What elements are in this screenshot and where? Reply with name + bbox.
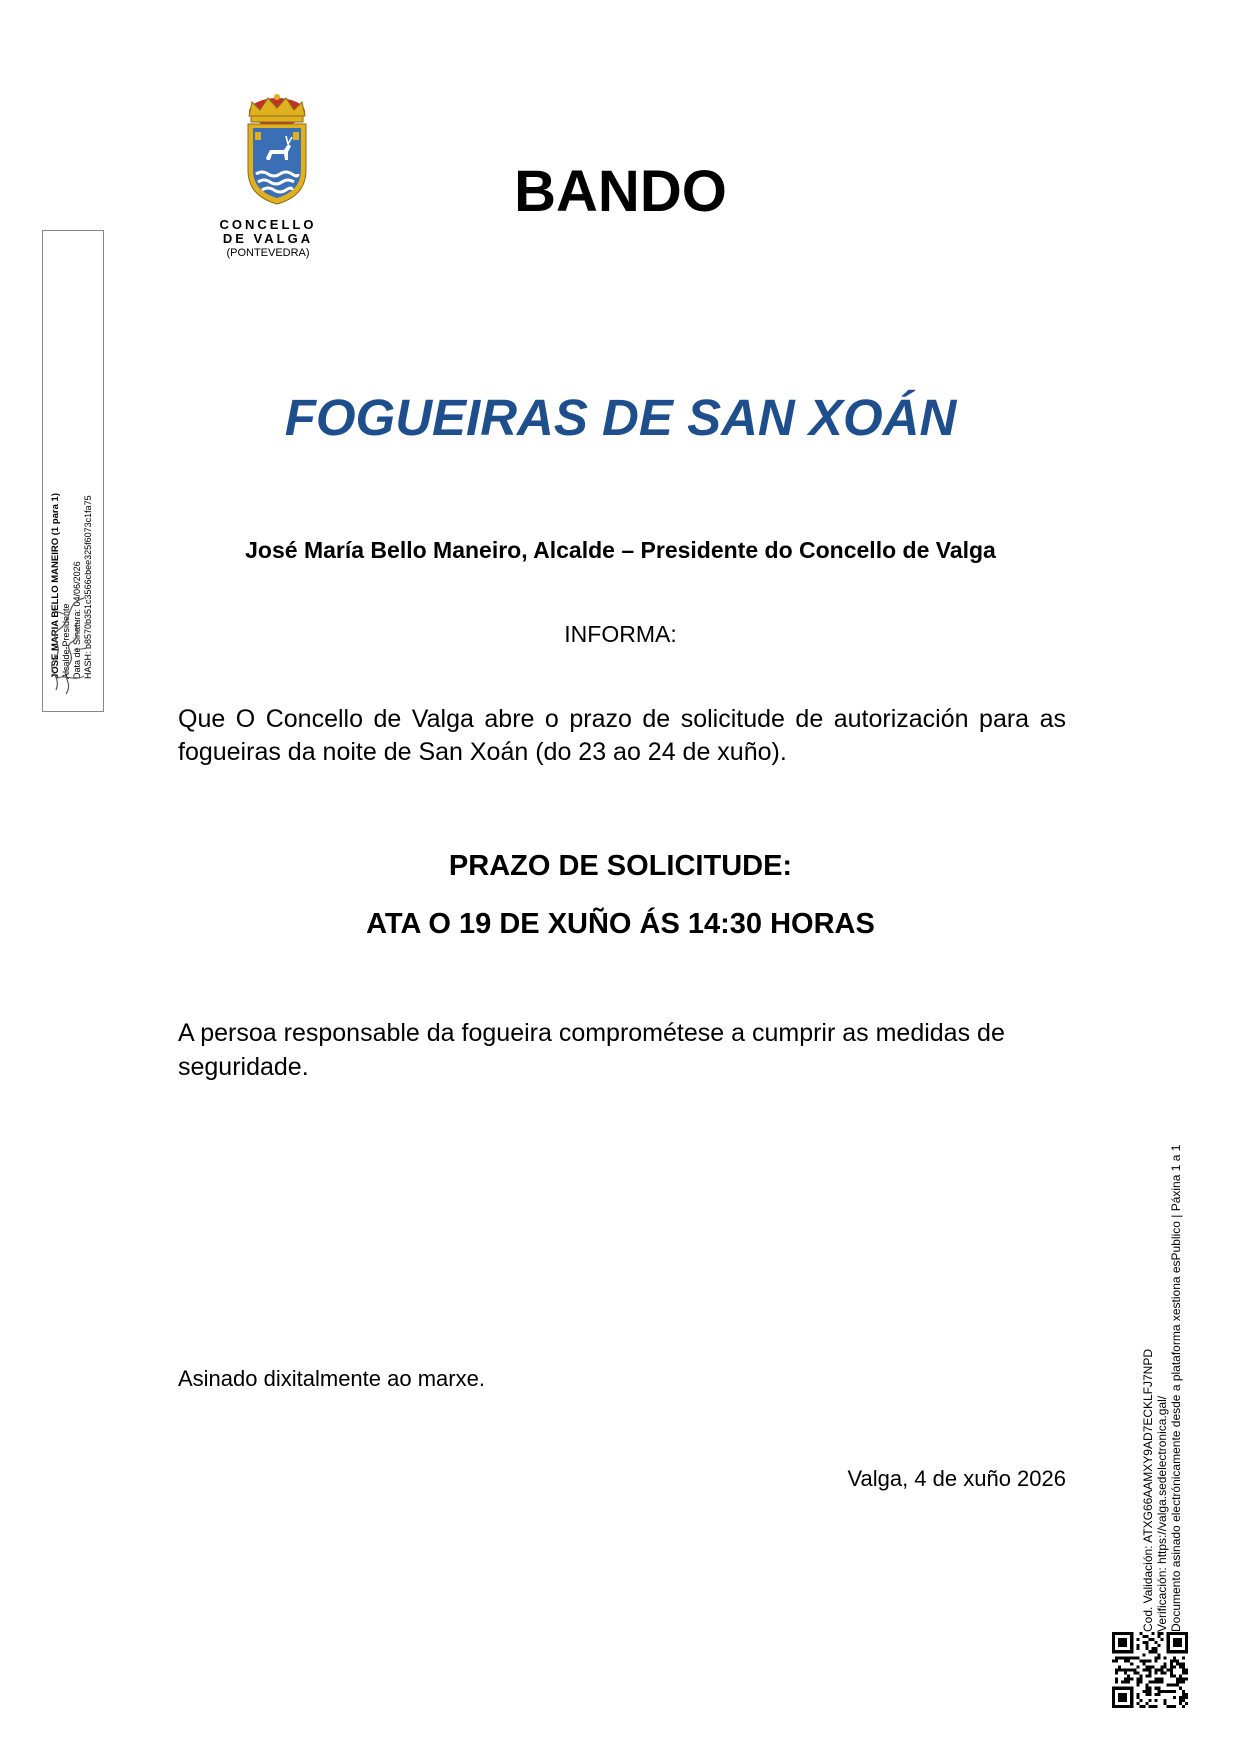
signer-name: JOSE MARIA BELLO MANEIRO (1 para 1): [50, 493, 61, 679]
page-title: BANDO: [514, 159, 727, 224]
logo-line1: CONCELLO: [219, 217, 317, 232]
qr-code-icon: [1112, 1632, 1188, 1708]
signature-date: Data de Sinatura: 04/06/2026: [72, 561, 82, 679]
handwritten-signature: [44, 590, 100, 700]
responsibility-paragraph: A persoa responsable da fogueira comprométese a cumprir as medidas de seguridade.: [178, 1019, 1005, 1081]
signing-platform-note: Documento asinado electrónicamente desde a plataforma xestiona esPublico | Páxina 1 a 1: [1169, 1144, 1183, 1632]
issuer-line: José María Bello Maneiro, Alcalde – Presidente do Concello de Valga: [245, 537, 996, 563]
signature-hash: HASH: b8570b351c3566cbee325f6073c1fa75: [83, 495, 93, 679]
paragraph-line: Que O Concello de Valga abre o prazo de solicitude de autorización para as: [178, 705, 1066, 733]
place-date: Valga, 4 de xuño 2026: [847, 1466, 1066, 1491]
paragraph-line: fogueiras da noite de San Xoán (do 23 ao 24 de xuño).: [178, 738, 787, 766]
validation-code: Cod. Validación: ATXG66AAMXY9AD7ECKLFJ7NPD: [1141, 1348, 1155, 1632]
deadline-date: ATA O 19 DE XUÑO ÁS 14:30 HORAS: [366, 908, 875, 940]
signed-note: Asinado dixitalmente ao marxe.: [178, 1366, 485, 1391]
verification-url: Verificación: https://valga.sedelectronica.gal/: [1155, 1395, 1169, 1632]
informa-label: INFORMA:: [564, 621, 677, 647]
deadline-heading: PRAZO DE SOLICITUDE:: [448, 850, 793, 882]
logo-line3: (PONTEVEDRA): [226, 247, 310, 259]
announcement-paragraph: [178, 703, 1066, 769]
document-subtitle: FOGUEIRAS DE SAN XOÁN: [284, 389, 957, 446]
signer-role: Alcalde-Presidente: [61, 603, 71, 679]
logo-line2: DE VALGA: [222, 231, 314, 246]
